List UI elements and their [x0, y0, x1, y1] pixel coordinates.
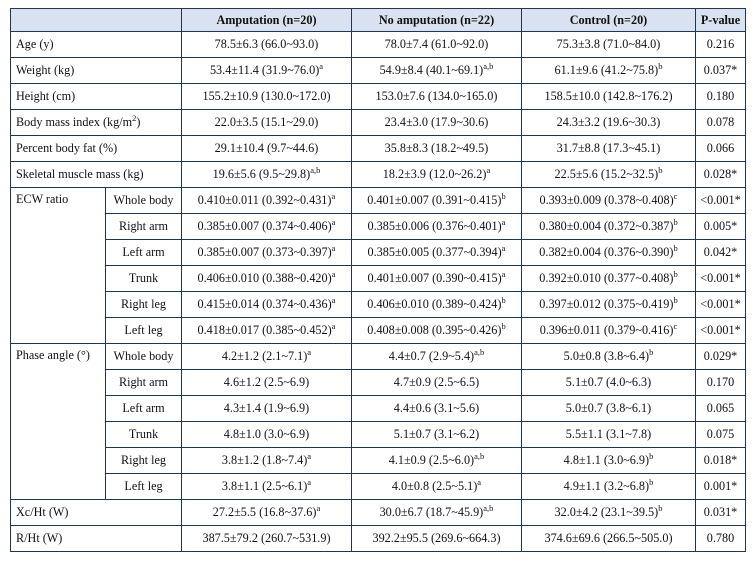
superscript-letter: b — [501, 295, 506, 305]
p-value: <0.001* — [696, 318, 746, 344]
superscript-letter: a — [501, 217, 506, 227]
label-superscript: 2 — [132, 113, 137, 123]
header-amputation: Amputation (n=20) — [182, 9, 352, 32]
amputation-value — [182, 136, 352, 162]
control-value — [522, 396, 696, 422]
no-amputation-value — [352, 370, 522, 396]
amputation-value-text: 0.385±0.007 (0.374~0.406) — [197, 219, 332, 233]
table-row — [11, 422, 746, 448]
row-label — [11, 58, 182, 84]
control-value — [522, 292, 696, 318]
amputation-value — [182, 422, 352, 448]
no-amputation-value — [352, 448, 522, 474]
superscript-letter: a — [331, 269, 336, 279]
no-amputation-value-text: 0.406±0.010 (0.389~0.424) — [367, 297, 502, 311]
superscript-letter: b — [673, 243, 678, 253]
amputation-value-text: 29.1±10.4 (9.7~44.6) — [214, 141, 319, 155]
superscript-letter: a — [331, 243, 336, 253]
table-row — [11, 32, 746, 58]
no-amputation-value-text: 18.2±3.9 (12.0~26.2) — [382, 167, 487, 181]
table-row — [11, 162, 746, 188]
control-value — [522, 474, 696, 500]
amputation-value — [182, 292, 352, 318]
segment-label: Whole body — [106, 344, 182, 370]
control-value — [522, 500, 696, 526]
no-amputation-value — [352, 292, 522, 318]
p-value: 0.180 — [696, 84, 746, 110]
row-label-text: Height (cm) — [16, 89, 76, 103]
superscript-letter: a — [477, 477, 482, 487]
control-value — [522, 344, 696, 370]
p-value: 0.216 — [696, 32, 746, 58]
no-amputation-value-text: 35.8±8.3 (18.2~49.5) — [384, 141, 489, 155]
amputation-value-text: 19.6±5.6 (9.5~29.8) — [212, 167, 311, 181]
header-p-value: P-value — [696, 9, 746, 32]
row-label-text: R/Ht (W) — [16, 531, 63, 545]
header-row — [11, 9, 746, 32]
row-label — [11, 526, 182, 552]
control-value-text: 5.5±1.1 (3.1~7.8) — [565, 427, 652, 441]
p-value: 0.001* — [696, 474, 746, 500]
amputation-value — [182, 318, 352, 344]
no-amputation-value-text: 23.4±3.0 (17.9~30.6) — [384, 115, 489, 129]
amputation-value — [182, 370, 352, 396]
segment-label: Trunk — [106, 266, 182, 292]
superscript-letter: a — [331, 295, 336, 305]
no-amputation-value-text: 4.7±0.9 (2.5~6.5) — [393, 375, 480, 389]
control-value — [522, 84, 696, 110]
table-row — [11, 266, 746, 292]
row-label — [11, 110, 182, 136]
superscript-letter: b — [658, 503, 663, 513]
row-label-text: Percent body fat (%) — [16, 141, 118, 155]
row-label — [11, 162, 182, 188]
table-row — [11, 240, 746, 266]
superscript-letter: a — [331, 217, 336, 227]
p-value: <0.001* — [696, 188, 746, 214]
superscript-letter: b — [501, 321, 506, 331]
amputation-value — [182, 396, 352, 422]
no-amputation-value — [352, 110, 522, 136]
no-amputation-value — [352, 188, 522, 214]
amputation-value-text: 53.4±11.4 (31.9~76.0) — [209, 63, 320, 77]
superscript-letter: b — [649, 477, 654, 487]
segment-label: Right arm — [106, 214, 182, 240]
superscript-letter: b — [658, 165, 663, 175]
table-row — [11, 344, 746, 370]
table-row — [11, 318, 746, 344]
control-value-text: 31.7±8.8 (17.3~45.1) — [556, 141, 661, 155]
control-value — [522, 448, 696, 474]
no-amputation-value-text: 4.4±0.6 (3.1~5.6) — [393, 401, 480, 415]
amputation-value-text: 0.406±0.010 (0.388~0.420) — [197, 271, 332, 285]
control-value-text: 22.5±5.6 (15.2~32.5) — [554, 167, 659, 181]
control-value — [522, 188, 696, 214]
control-value — [522, 214, 696, 240]
amputation-value-text: 78.5±6.3 (66.0~93.0) — [214, 37, 319, 51]
superscript-letter: b — [501, 191, 506, 201]
table-row — [11, 500, 746, 526]
no-amputation-value-text: 78.0±7.4 (61.0~92.0) — [384, 37, 489, 51]
control-value — [522, 240, 696, 266]
superscript-letter: a — [316, 503, 321, 513]
amputation-value — [182, 188, 352, 214]
superscript-letter: b — [673, 295, 678, 305]
no-amputation-value-text: 30.0±6.7 (18.7~45.9) — [379, 505, 484, 519]
no-amputation-value — [352, 32, 522, 58]
amputation-value — [182, 240, 352, 266]
group-label: Phase angle (°) — [11, 344, 106, 500]
superscript-letter: a — [307, 451, 312, 461]
superscript-letter: a — [307, 477, 312, 487]
superscript-letter: a — [319, 61, 324, 71]
no-amputation-value-text: 0.401±0.007 (0.391~0.415) — [367, 193, 502, 207]
no-amputation-value-text: 392.2±95.5 (269.6~664.3) — [372, 531, 501, 545]
amputation-value-text: 27.2±5.5 (16.8~37.6) — [212, 505, 317, 519]
control-value-text: 61.1±9.6 (41.2~75.8) — [554, 63, 659, 77]
no-amputation-value — [352, 318, 522, 344]
p-value: 0.066 — [696, 136, 746, 162]
control-value — [522, 370, 696, 396]
no-amputation-value — [352, 474, 522, 500]
superscript-letter: a,b — [310, 165, 321, 175]
amputation-value-text: 3.8±1.1 (2.5~6.1) — [221, 479, 308, 493]
no-amputation-value-text: 54.9±8.4 (40.1~69.1) — [379, 63, 484, 77]
amputation-value — [182, 84, 352, 110]
no-amputation-value — [352, 526, 522, 552]
no-amputation-value — [352, 396, 522, 422]
control-value — [522, 58, 696, 84]
superscript-letter: a — [501, 243, 506, 253]
amputation-value — [182, 162, 352, 188]
amputation-value — [182, 266, 352, 292]
table-row — [11, 136, 746, 162]
group-label: ECW ratio — [11, 188, 106, 344]
table-row — [11, 370, 746, 396]
no-amputation-value-text: 0.401±0.007 (0.390~0.415) — [367, 271, 502, 285]
p-value: 0.075 — [696, 422, 746, 448]
p-value: 0.031* — [696, 500, 746, 526]
amputation-value-text: 387.5±79.2 (260.7~531.9) — [202, 531, 331, 545]
no-amputation-value-text: 0.385±0.006 (0.376~0.401) — [367, 219, 502, 233]
superscript-letter: b — [658, 61, 663, 71]
row-label-text: Weight (kg) — [16, 63, 75, 77]
segment-label: Right leg — [106, 292, 182, 318]
control-value-text: 5.0±0.8 (3.8~6.4) — [563, 349, 650, 363]
p-value: 0.078 — [696, 110, 746, 136]
no-amputation-value — [352, 58, 522, 84]
superscript-letter: a — [307, 347, 312, 357]
table-row — [11, 474, 746, 500]
amputation-value — [182, 58, 352, 84]
control-value — [522, 136, 696, 162]
amputation-value-text: 3.8±1.2 (1.8~7.4) — [221, 453, 308, 467]
no-amputation-value — [352, 84, 522, 110]
p-value: 0.780 — [696, 526, 746, 552]
row-label-text: Skeletal muscle mass (kg) — [16, 167, 144, 181]
table-row — [11, 110, 746, 136]
control-value-text: 4.8±1.1 (3.0~6.9) — [563, 453, 650, 467]
control-value — [522, 526, 696, 552]
table-row — [11, 84, 746, 110]
amputation-value — [182, 500, 352, 526]
control-value-text: 24.3±3.2 (19.6~30.3) — [556, 115, 661, 129]
superscript-letter: a,b — [483, 61, 494, 71]
superscript-letter: a — [331, 321, 336, 331]
control-value-text: 4.9±1.1 (3.2~6.8) — [563, 479, 650, 493]
no-amputation-value-text: 4.0±0.8 (2.5~5.1) — [391, 479, 478, 493]
no-amputation-value — [352, 422, 522, 448]
control-value-text: 0.380±0.004 (0.372~0.387) — [539, 219, 674, 233]
amputation-value-text: 0.410±0.011 (0.392~0.431) — [197, 193, 332, 207]
control-value-text: 0.382±0.004 (0.376~0.390) — [539, 245, 674, 259]
row-label — [11, 32, 182, 58]
amputation-value-text: 22.0±3.5 (15.1~29.0) — [214, 115, 319, 129]
no-amputation-value — [352, 240, 522, 266]
table-row — [11, 58, 746, 84]
amputation-value — [182, 474, 352, 500]
row-label — [11, 500, 182, 526]
p-value: 0.029* — [696, 344, 746, 370]
control-value-text: 0.393±0.009 (0.378~0.408) — [539, 193, 674, 207]
no-amputation-value — [352, 500, 522, 526]
amputation-value — [182, 110, 352, 136]
p-value: <0.001* — [696, 266, 746, 292]
segment-label: Whole body — [106, 188, 182, 214]
row-label — [11, 136, 182, 162]
p-value: 0.042* — [696, 240, 746, 266]
control-value — [522, 422, 696, 448]
header-no-amputation: No amputation (n=22) — [352, 9, 522, 32]
amputation-value-text: 4.8±1.0 (3.0~6.9) — [223, 427, 310, 441]
no-amputation-value — [352, 162, 522, 188]
superscript-letter: a — [501, 269, 506, 279]
segment-label: Left arm — [106, 240, 182, 266]
control-value-text: 158.5±10.0 (142.8~176.2) — [544, 89, 673, 103]
p-value: <0.001* — [696, 292, 746, 318]
amputation-value-text: 0.415±0.014 (0.374~0.436) — [197, 297, 332, 311]
table-row — [11, 396, 746, 422]
amputation-value — [182, 344, 352, 370]
no-amputation-value-text: 0.408±0.008 (0.395~0.426) — [367, 323, 502, 337]
superscript-letter: c — [673, 191, 678, 201]
row-label-text: Xc/Ht (W) — [16, 505, 69, 519]
p-value: 0.037* — [696, 58, 746, 84]
header-blank-cell — [11, 9, 182, 32]
no-amputation-value — [352, 136, 522, 162]
amputation-value — [182, 526, 352, 552]
no-amputation-value — [352, 214, 522, 240]
control-value-text: 0.397±0.012 (0.375~0.419) — [539, 297, 674, 311]
table-body — [11, 32, 746, 552]
segment-label: Left arm — [106, 396, 182, 422]
amputation-value — [182, 214, 352, 240]
segment-label: Left leg — [106, 318, 182, 344]
control-value — [522, 162, 696, 188]
p-value: 0.170 — [696, 370, 746, 396]
row-label-text: Body mass index (kg/m — [16, 115, 133, 129]
p-value: 0.028* — [696, 162, 746, 188]
segment-label: Left leg — [106, 474, 182, 500]
p-value: 0.065 — [696, 396, 746, 422]
control-value — [522, 32, 696, 58]
control-value — [522, 266, 696, 292]
header-control: Control (n=20) — [522, 9, 696, 32]
segment-label: Right leg — [106, 448, 182, 474]
table-row — [11, 526, 746, 552]
control-value-text: 5.0±0.7 (3.8~6.1) — [565, 401, 652, 415]
amputation-value-text: 4.3±1.4 (1.9~6.9) — [223, 401, 310, 415]
table-row — [11, 292, 746, 318]
row-label-text: Age (y) — [16, 37, 54, 51]
superscript-letter: a,b — [474, 451, 485, 461]
no-amputation-value-text: 0.385±0.005 (0.377~0.394) — [367, 245, 502, 259]
control-value-text: 75.3±3.8 (71.0~84.0) — [556, 37, 661, 51]
table-row — [11, 214, 746, 240]
superscript-letter: b — [649, 347, 654, 357]
control-value-text: 0.396±0.011 (0.379~0.416) — [539, 323, 674, 337]
amputation-value — [182, 32, 352, 58]
superscript-letter: a,b — [483, 503, 494, 513]
p-value: 0.005* — [696, 214, 746, 240]
table-row — [11, 188, 746, 214]
control-value-text: 32.0±4.2 (23.1~39.5) — [554, 505, 659, 519]
control-value — [522, 318, 696, 344]
no-amputation-value-text: 5.1±0.7 (3.1~6.2) — [393, 427, 480, 441]
amputation-value-text: 4.2±1.2 (2.1~7.1) — [221, 349, 308, 363]
control-value-text: 0.392±0.010 (0.377~0.408) — [539, 271, 674, 285]
superscript-letter: c — [673, 321, 678, 331]
superscript-letter: b — [649, 451, 654, 461]
no-amputation-value — [352, 266, 522, 292]
superscript-letter: a — [486, 165, 491, 175]
amputation-value-text: 0.385±0.007 (0.373~0.397) — [197, 245, 332, 259]
p-value: 0.018* — [696, 448, 746, 474]
control-value — [522, 110, 696, 136]
comparison-table — [10, 8, 746, 552]
amputation-value-text: 4.6±1.2 (2.5~6.9) — [223, 375, 310, 389]
superscript-letter: b — [673, 217, 678, 227]
control-value-text: 5.1±0.7 (4.0~6.3) — [565, 375, 652, 389]
no-amputation-value-text: 4.1±0.9 (2.5~6.0) — [388, 453, 475, 467]
row-label — [11, 84, 182, 110]
amputation-value-text: 155.2±10.9 (130.0~172.0) — [202, 89, 331, 103]
superscript-letter: b — [673, 269, 678, 279]
no-amputation-value-text: 4.4±0.7 (2.9~5.4) — [388, 349, 475, 363]
segment-label: Trunk — [106, 422, 182, 448]
amputation-value — [182, 448, 352, 474]
no-amputation-value — [352, 344, 522, 370]
amputation-value-text: 0.418±0.017 (0.385~0.452) — [197, 323, 332, 337]
control-value-text: 374.6±69.6 (266.5~505.0) — [544, 531, 673, 545]
superscript-letter: a — [331, 191, 336, 201]
table-row — [11, 448, 746, 474]
label-end: ) — [136, 115, 141, 129]
no-amputation-value-text: 153.0±7.6 (134.0~165.0) — [375, 89, 498, 103]
segment-label: Right arm — [106, 370, 182, 396]
superscript-letter: a,b — [474, 347, 485, 357]
